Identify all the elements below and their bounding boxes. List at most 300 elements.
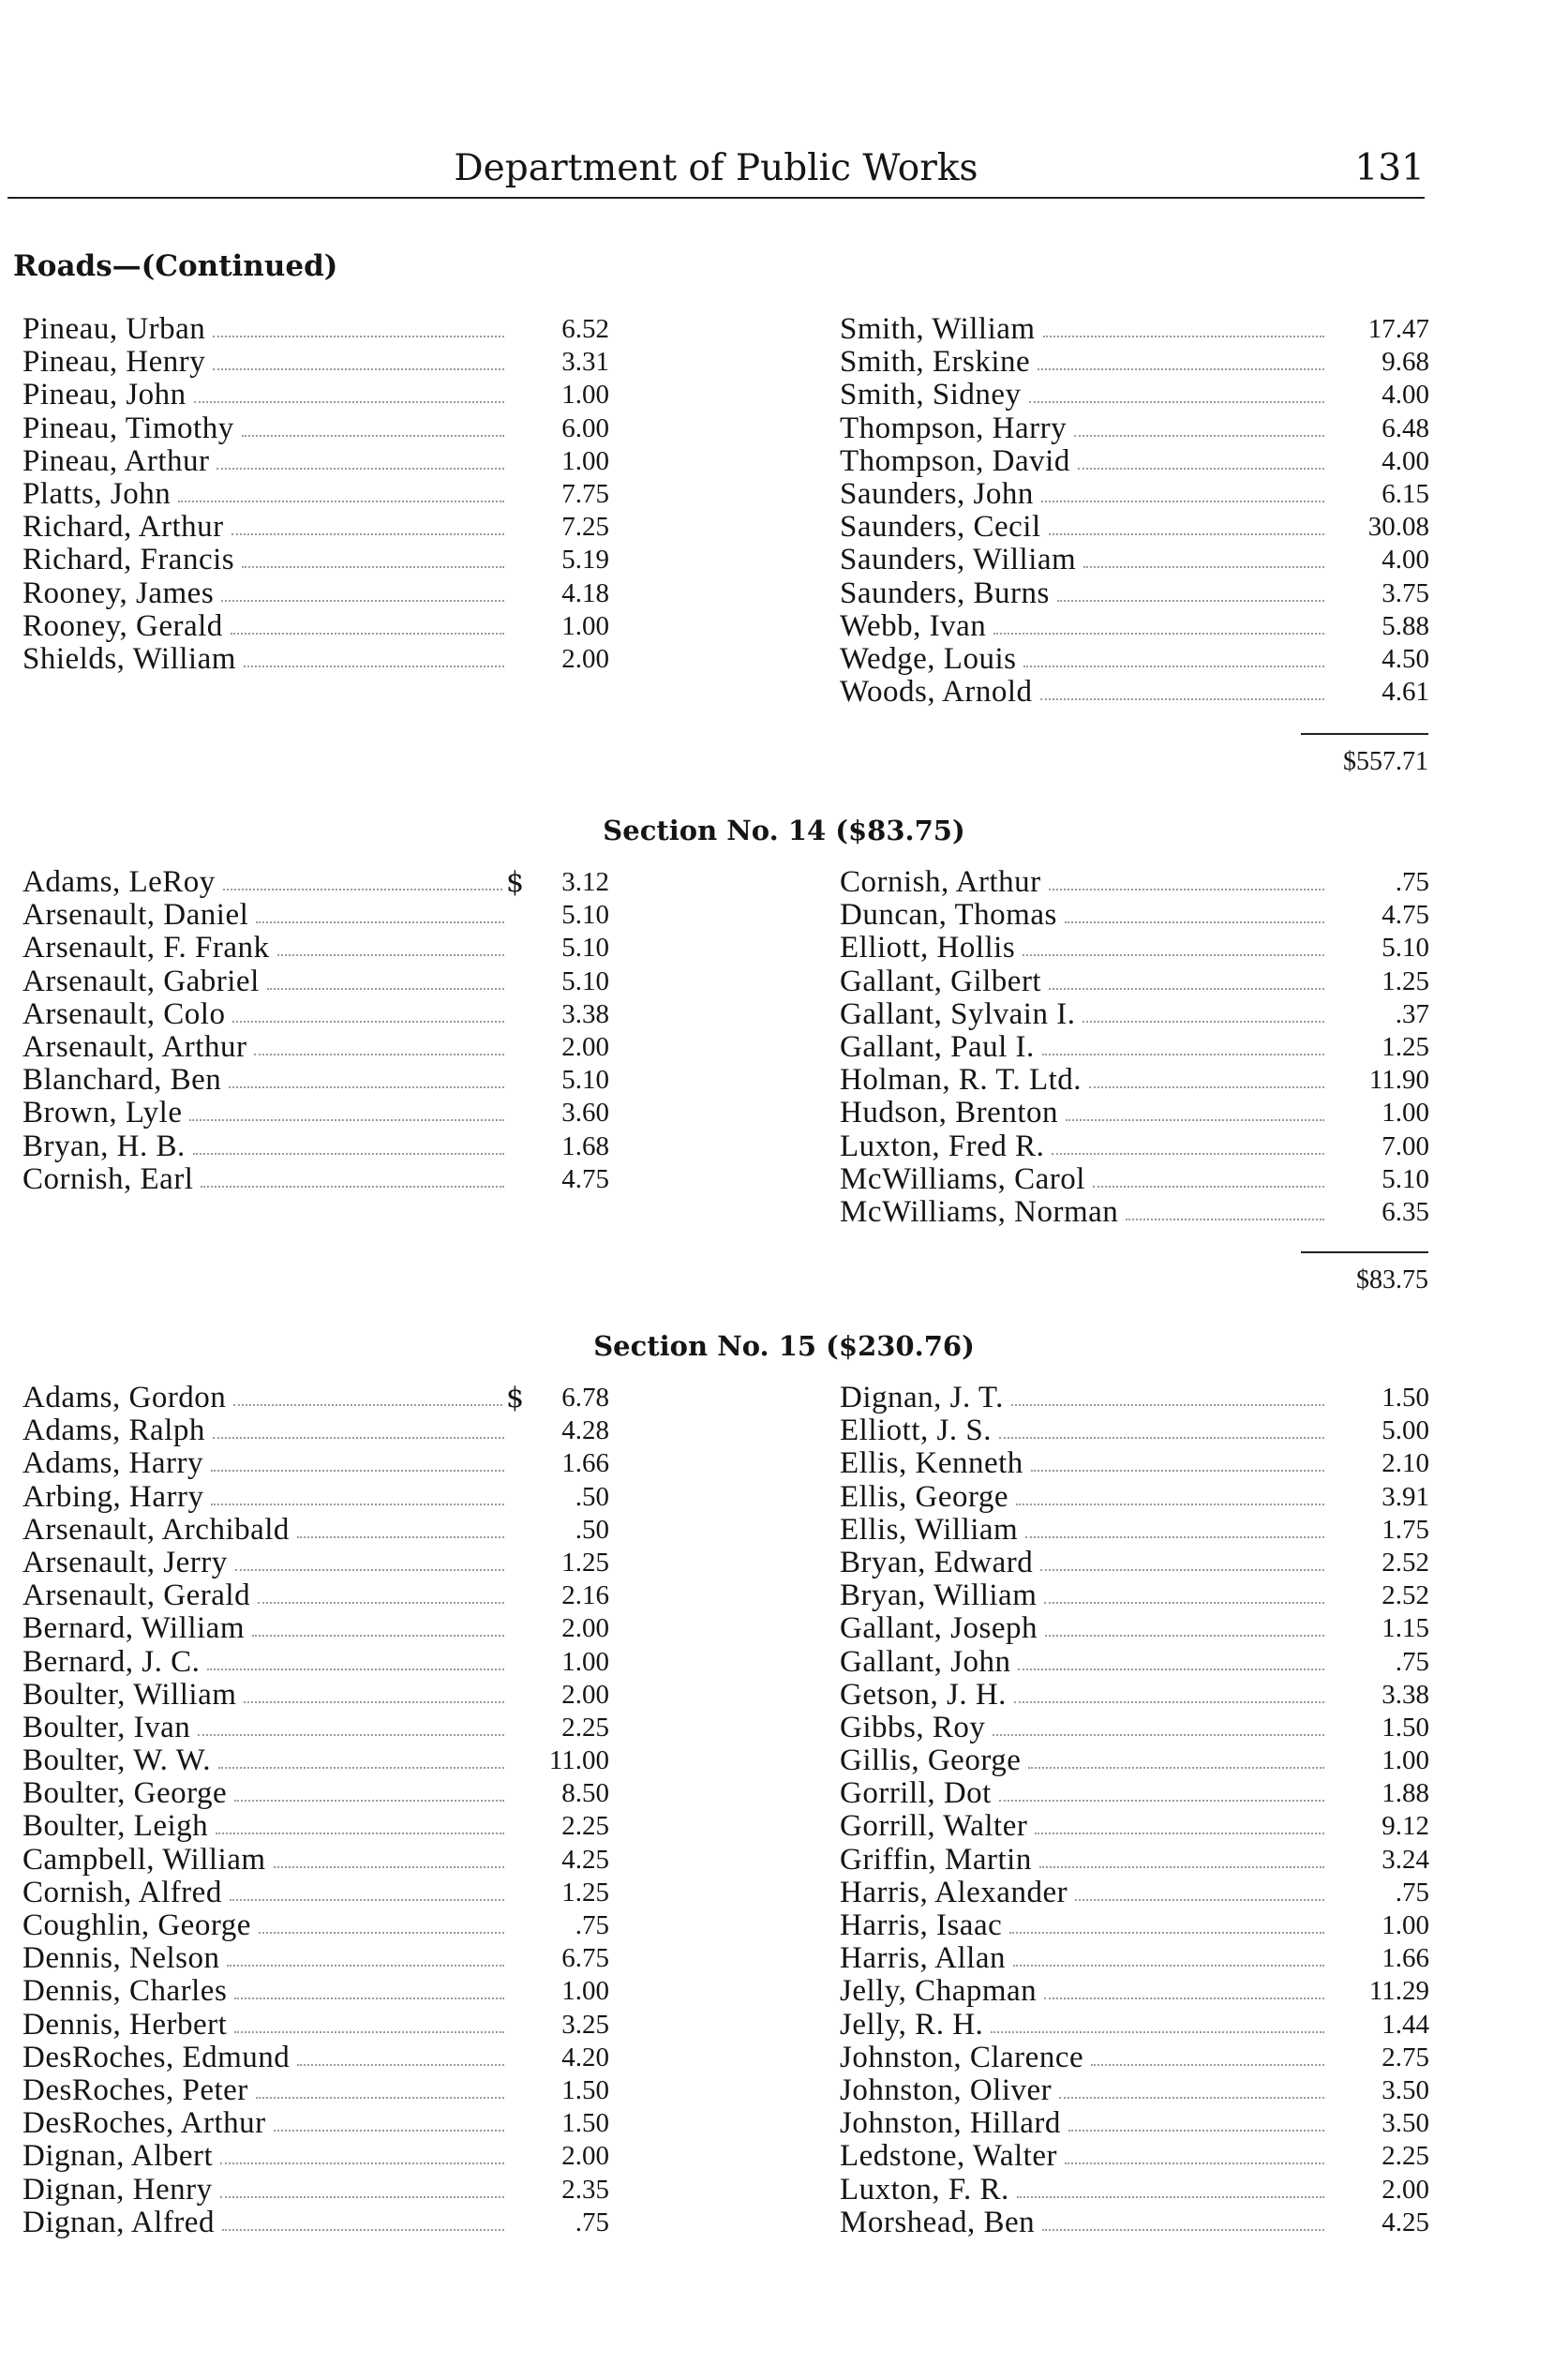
dot-leader xyxy=(201,1186,504,1188)
amount: 4.28 xyxy=(561,1415,609,1446)
payee-name: DesRoches, Peter xyxy=(22,2072,248,2107)
dot-leader xyxy=(1044,1602,1324,1604)
ledger-row xyxy=(840,1877,1429,1909)
amount: 4.25 xyxy=(1381,2207,1429,2237)
dot-leader xyxy=(1018,1668,1324,1670)
amount: 1.00 xyxy=(561,1646,609,1677)
ledger-row xyxy=(22,2207,609,2239)
dot-leader xyxy=(1049,533,1324,535)
payee-name: Jelly, R. H. xyxy=(840,2007,984,2042)
amount: 6.00 xyxy=(561,412,609,443)
dollar-sign: $ xyxy=(506,1382,525,1414)
ledger-row xyxy=(22,965,609,998)
payee-name: Adams, Ralph xyxy=(22,1414,205,1448)
ledger-row xyxy=(840,1097,1429,1130)
payee-name: Boulter, William xyxy=(22,1677,237,1712)
amount: 1.25 xyxy=(1381,965,1429,996)
amount: 1.25 xyxy=(561,1877,609,1908)
total-rule xyxy=(1301,733,1428,735)
dot-leader xyxy=(234,2031,504,2033)
ledger-row xyxy=(22,2174,609,2207)
amount: 1.00 xyxy=(1381,1910,1429,1940)
page-header xyxy=(7,141,1425,199)
payee-name: Smith, Erskine xyxy=(840,345,1031,380)
amount: 2.25 xyxy=(561,1712,609,1743)
payee-name: Woods, Arnold xyxy=(840,675,1033,710)
dot-leader xyxy=(178,501,504,502)
ledger-row xyxy=(22,1514,609,1547)
payee-name: Rooney, Gerald xyxy=(22,608,223,643)
ledger-row xyxy=(22,1646,609,1679)
amount: 11.00 xyxy=(548,1745,609,1776)
ledger-row xyxy=(840,1942,1429,1975)
section-title: Section No. 14 ($83.75) xyxy=(603,815,965,846)
amount: 11.29 xyxy=(1368,1976,1429,2007)
ledger-row xyxy=(840,1612,1429,1645)
amount: 1.00 xyxy=(561,1976,609,2007)
ledger-row xyxy=(840,965,1429,998)
payee-name: Duncan, Thomas xyxy=(840,898,1057,933)
ledger-row xyxy=(22,1877,609,1909)
dot-leader xyxy=(218,1767,504,1769)
ledger-row xyxy=(22,1942,609,1975)
ledger-row xyxy=(22,1712,609,1744)
ledger-row xyxy=(840,998,1429,1031)
payee-name: Gallant, Paul I. xyxy=(840,1029,1035,1064)
dot-leader xyxy=(274,2130,504,2132)
dot-leader xyxy=(274,1866,504,1868)
dot-leader xyxy=(1091,2064,1324,2066)
dot-leader xyxy=(1065,2162,1324,2164)
dot-leader xyxy=(213,368,504,370)
dot-leader xyxy=(220,2196,504,2198)
ledger-row xyxy=(840,2042,1429,2074)
amount: .50 xyxy=(575,1514,609,1545)
payee-name: Arsenault, F. Frank xyxy=(22,931,270,965)
amount: 4.50 xyxy=(1381,643,1429,674)
payee-name: Arsenault, Colo xyxy=(22,996,226,1031)
dot-leader xyxy=(1052,1153,1324,1155)
payee-name: Harris, Allan xyxy=(840,1941,1006,1976)
amount: 3.60 xyxy=(561,1098,609,1129)
amount: 6.52 xyxy=(561,314,609,344)
dot-leader xyxy=(211,1470,504,1472)
payee-name: Ledstone, Walter xyxy=(840,2139,1057,2174)
payee-name: Adams, LeRoy xyxy=(22,865,216,899)
payee-name: Bryan, H. B. xyxy=(22,1129,186,1163)
page-number: 131 xyxy=(1354,147,1425,189)
ledger-row xyxy=(22,478,609,511)
dot-leader xyxy=(1083,566,1324,568)
dot-leader xyxy=(1078,468,1324,470)
ledger-row xyxy=(22,1130,609,1163)
ledger-row xyxy=(840,1031,1429,1064)
amount: 9.68 xyxy=(1381,347,1429,378)
payee-name: Ellis, Kenneth xyxy=(840,1446,1023,1481)
amount: 3.12 xyxy=(561,867,609,897)
payee-name: Richard, Francis xyxy=(22,543,235,577)
amount: 1.66 xyxy=(1381,1943,1429,1974)
payee-name: Arsenault, Daniel xyxy=(22,898,249,933)
ledger-row xyxy=(840,1712,1429,1744)
dot-leader xyxy=(1066,1119,1324,1121)
ledger-row xyxy=(22,544,609,576)
payee-name: Saunders, John xyxy=(840,476,1034,511)
amount: 3.50 xyxy=(1381,2108,1429,2139)
dot-leader xyxy=(232,1021,504,1023)
ledger-row xyxy=(840,1744,1429,1777)
payee-name: Elliott, Hollis xyxy=(840,931,1016,965)
ledger-row xyxy=(840,1447,1429,1480)
amount: 3.38 xyxy=(561,998,609,1029)
amount: 4.20 xyxy=(561,2042,609,2072)
payee-name: Platts, John xyxy=(22,476,172,511)
ledger-row xyxy=(22,2074,609,2107)
payee-name: Cornish, Arthur xyxy=(840,865,1041,899)
payee-name: Cornish, Earl xyxy=(22,1161,194,1196)
dot-leader xyxy=(993,1734,1324,1736)
payee-name: Brown, Lyle xyxy=(22,1096,183,1130)
amount: 2.00 xyxy=(561,1613,609,1644)
amount: 5.00 xyxy=(1381,1415,1429,1446)
amount: 6.75 xyxy=(561,1943,609,1974)
ledger-row xyxy=(22,313,609,346)
payee-name: Smith, William xyxy=(840,312,1036,346)
payee-name: DesRoches, Edmund xyxy=(22,2040,291,2074)
amount: 1.50 xyxy=(1381,1383,1429,1413)
total-rule xyxy=(1301,1251,1428,1253)
ledger-row xyxy=(840,1130,1429,1163)
payee-name: Elliott, J. S. xyxy=(840,1414,992,1448)
payee-name: Hudson, Brenton xyxy=(840,1096,1058,1130)
amount: 1.50 xyxy=(1381,1712,1429,1743)
dot-leader xyxy=(1038,368,1324,370)
amount: 2.52 xyxy=(1381,1547,1429,1578)
payee-name: Gorrill, Dot xyxy=(840,1776,992,1811)
ledger-row xyxy=(840,2140,1429,2173)
ledger-row xyxy=(22,998,609,1031)
ledger-row xyxy=(22,1031,609,1064)
payee-name: Gibbs, Roy xyxy=(840,1710,986,1744)
payee-name: Johnston, Clarence xyxy=(840,2040,1084,2074)
amount: .75 xyxy=(575,2207,609,2237)
amount: 3.38 xyxy=(1381,1679,1429,1710)
amount: 1.15 xyxy=(1381,1613,1429,1644)
ledger-row xyxy=(840,676,1429,709)
amount: 5.10 xyxy=(561,1065,609,1096)
payee-name: Thompson, David xyxy=(840,443,1070,478)
dot-leader xyxy=(1057,600,1324,602)
ledger-row xyxy=(840,511,1429,544)
ledger-row xyxy=(840,412,1429,445)
ledger-row xyxy=(22,1547,609,1579)
payee-name: Arsenault, Archibald xyxy=(22,1512,290,1547)
ledger-row xyxy=(840,2107,1429,2140)
payee-name: Webb, Ivan xyxy=(840,608,987,643)
payee-name: Arsenault, Gerald xyxy=(22,1579,251,1613)
amount: 2.25 xyxy=(1381,2141,1429,2172)
payee-name: Boulter, George xyxy=(22,1776,228,1811)
ledger-row xyxy=(840,2174,1429,2207)
ledger-row xyxy=(840,478,1429,511)
amount: 2.52 xyxy=(1381,1580,1429,1611)
amount: 2.00 xyxy=(561,1031,609,1062)
ledger-row xyxy=(22,1844,609,1877)
amount: 8.50 xyxy=(561,1778,609,1809)
ledger-row xyxy=(22,379,609,411)
payee-name: Dignan, Henry xyxy=(22,2172,213,2207)
amount: 5.10 xyxy=(1381,1163,1429,1194)
amount: .75 xyxy=(575,1910,609,1940)
dot-leader xyxy=(1025,1536,1324,1538)
payee-name: Gorrill, Walter xyxy=(840,1809,1028,1844)
payee-name: Arsenault, Jerry xyxy=(22,1545,228,1579)
payee-name: Saunders, Cecil xyxy=(840,510,1041,545)
payee-name: Morshead, Ben xyxy=(840,2205,1036,2239)
payee-name: Harris, Isaac xyxy=(840,1908,1003,1942)
dot-leader xyxy=(1016,1504,1324,1505)
amount: 6.35 xyxy=(1381,1196,1429,1227)
ledger-row xyxy=(840,313,1429,346)
payee-name: Dignan, Albert xyxy=(22,2139,214,2174)
payee-name: Griffin, Martin xyxy=(840,1842,1032,1877)
amount: 4.61 xyxy=(1381,677,1429,708)
ledger-row xyxy=(22,1163,609,1196)
ledger-row xyxy=(22,643,609,676)
dot-leader xyxy=(223,889,502,890)
dot-leader xyxy=(220,2162,504,2164)
amount: 6.48 xyxy=(1381,412,1429,443)
amount: 5.19 xyxy=(561,545,609,576)
dot-leader xyxy=(1013,1965,1324,1967)
dot-leader xyxy=(194,401,504,403)
ledger-row xyxy=(22,610,609,643)
payee-name: Dignan, Alfred xyxy=(22,2205,215,2239)
dot-leader xyxy=(1011,1404,1324,1406)
dot-leader xyxy=(1039,1866,1324,1868)
page-title: Department of Public Works xyxy=(454,147,978,189)
section-title: Section No. 15 ($230.76) xyxy=(593,1330,975,1362)
dot-leader xyxy=(1029,401,1324,403)
payee-name: Gillis, George xyxy=(840,1743,1022,1778)
ledger-row xyxy=(22,2042,609,2074)
amount: 2.10 xyxy=(1381,1448,1429,1479)
ledger-row xyxy=(840,1196,1429,1229)
dot-leader xyxy=(1042,1054,1324,1055)
dot-leader xyxy=(297,1536,504,1538)
dot-leader xyxy=(1017,2196,1324,2198)
ledger-row xyxy=(22,1679,609,1712)
amount: 2.35 xyxy=(561,2174,609,2205)
amount: 7.00 xyxy=(1381,1130,1429,1161)
dot-leader xyxy=(1041,501,1324,502)
payee-name: Gallant, Gilbert xyxy=(840,964,1042,998)
ledger-row xyxy=(840,2074,1429,2107)
dot-leader xyxy=(999,1800,1324,1802)
amount: 4.00 xyxy=(1381,545,1429,576)
dot-leader xyxy=(221,600,504,602)
ledger-row xyxy=(22,1975,609,2008)
dot-leader xyxy=(213,336,504,337)
ledger-row xyxy=(22,1447,609,1480)
ledger-row xyxy=(840,1777,1429,1810)
dot-leader xyxy=(1035,1833,1324,1834)
dot-leader xyxy=(1083,1021,1324,1023)
amount: 1.66 xyxy=(561,1448,609,1479)
ledger-column-left xyxy=(22,313,609,676)
ledger-row xyxy=(22,412,609,445)
ledger-row xyxy=(22,866,609,899)
payee-name: Saunders, William xyxy=(840,543,1077,577)
amount: 4.00 xyxy=(1381,380,1429,411)
payee-name: Saunders, Burns xyxy=(840,576,1050,610)
amount: 3.24 xyxy=(1381,1844,1429,1875)
dot-leader xyxy=(267,988,504,990)
amount: 1.00 xyxy=(561,445,609,476)
payee-name: Pineau, Urban xyxy=(22,312,206,346)
ledger-row xyxy=(22,1481,609,1514)
dot-leader xyxy=(234,1997,504,1999)
dot-leader xyxy=(1049,988,1324,990)
dot-leader xyxy=(252,1635,504,1637)
ledger-row xyxy=(840,1646,1429,1679)
dot-leader xyxy=(244,666,504,667)
ledger-row xyxy=(22,346,609,379)
ledger-row xyxy=(840,1514,1429,1547)
amount: .37 xyxy=(1395,998,1429,1029)
dot-leader xyxy=(211,1504,504,1505)
amount: 4.25 xyxy=(561,1844,609,1875)
payee-name: Adams, Harry xyxy=(22,1446,203,1481)
amount: 7.25 xyxy=(561,512,609,543)
payee-name: Getson, J. H. xyxy=(840,1677,1007,1712)
ledger-row xyxy=(22,932,609,965)
dot-leader xyxy=(189,1119,504,1121)
ledger-row xyxy=(22,1909,609,1942)
ledger-row xyxy=(22,1777,609,1810)
dot-leader xyxy=(244,1701,504,1703)
dot-leader xyxy=(1126,1219,1324,1220)
dot-leader xyxy=(1023,954,1324,956)
dollar-sign: $ xyxy=(506,866,525,899)
amount: 5.10 xyxy=(561,933,609,964)
ledger-row xyxy=(22,1744,609,1777)
amount: 2.75 xyxy=(1381,2042,1429,2072)
amount: 17.47 xyxy=(1367,314,1429,344)
payee-name: Bryan, Edward xyxy=(840,1545,1034,1579)
payee-name: Adams, Gordon xyxy=(22,1381,227,1414)
payee-name: Dennis, Charles xyxy=(22,1974,228,2009)
dot-leader xyxy=(1068,2130,1324,2132)
ledger-row xyxy=(840,1547,1429,1579)
ledger-row xyxy=(840,1909,1429,1942)
payee-name: Dignan, J. T. xyxy=(840,1381,1004,1414)
ledger-row xyxy=(22,1414,609,1447)
payee-name: Wedge, Louis xyxy=(840,641,1017,676)
section-total: $83.75 xyxy=(1356,1265,1428,1294)
payee-name: Campbell, William xyxy=(22,1842,266,1877)
payee-name: Pineau, Timothy xyxy=(22,411,234,445)
dot-leader xyxy=(213,1437,504,1439)
amount: 2.00 xyxy=(1381,2174,1429,2205)
dot-leader xyxy=(993,633,1324,635)
ledger-row xyxy=(22,2009,609,2042)
ledger-row xyxy=(840,866,1429,899)
ledger-row xyxy=(840,544,1429,576)
payee-name: Bernard, J. C. xyxy=(22,1644,201,1679)
amount: 2.16 xyxy=(561,1580,609,1611)
ledger-row xyxy=(840,932,1429,965)
amount: 1.88 xyxy=(1381,1778,1429,1809)
dot-leader xyxy=(242,566,504,568)
amount: 6.78 xyxy=(561,1383,609,1413)
payee-name: Bryan, William xyxy=(840,1579,1038,1613)
payee-name: Luxton, F. R. xyxy=(840,2172,1009,2207)
ledger-row xyxy=(840,1064,1429,1097)
dot-leader xyxy=(242,435,504,437)
dot-leader xyxy=(1040,1569,1324,1571)
payee-name: Rooney, James xyxy=(22,576,215,610)
dot-leader xyxy=(1028,1767,1324,1769)
amount: 1.25 xyxy=(1381,1031,1429,1062)
ledger-row xyxy=(22,511,609,544)
ledger-column-right xyxy=(840,866,1429,1229)
dot-leader xyxy=(297,2064,504,2066)
payee-name: Boulter, W. W. xyxy=(22,1743,211,1778)
ledger-row xyxy=(22,1064,609,1097)
payee-name: Dennis, Herbert xyxy=(22,2007,228,2042)
dot-leader xyxy=(233,1404,502,1406)
ledger-column-left xyxy=(22,866,609,1196)
dot-leader xyxy=(231,533,504,535)
dot-leader xyxy=(254,1054,504,1055)
payee-name: Pineau, Arthur xyxy=(22,443,210,478)
ledger-row xyxy=(840,1844,1429,1877)
ledger-row xyxy=(840,1382,1429,1414)
ledger-row xyxy=(840,445,1429,478)
ledger-row xyxy=(840,1163,1429,1196)
dot-leader xyxy=(1043,336,1324,337)
ledger-row xyxy=(22,899,609,932)
amount: .75 xyxy=(1395,1646,1429,1677)
ledger-row xyxy=(840,2207,1429,2239)
dot-leader xyxy=(256,2097,504,2099)
amount: .50 xyxy=(575,1481,609,1512)
payee-name: Thompson, Harry xyxy=(840,411,1068,445)
ledger-column-right xyxy=(840,1382,1429,2239)
dot-leader xyxy=(999,1437,1324,1439)
payee-name: Coughlin, George xyxy=(22,1908,251,1942)
amount: 4.18 xyxy=(561,577,609,608)
amount: 5.10 xyxy=(561,965,609,996)
ledger-column-left xyxy=(22,1382,609,2239)
dot-leader xyxy=(256,921,504,923)
amount: 5.10 xyxy=(1381,933,1429,964)
ledger-row xyxy=(22,445,609,478)
amount: 11.90 xyxy=(1368,1065,1429,1096)
payee-name: Johnston, Oliver xyxy=(840,2072,1053,2107)
payee-name: Holman, R. T. Ltd. xyxy=(840,1063,1083,1098)
amount: 2.00 xyxy=(561,643,609,674)
dot-leader xyxy=(1044,1997,1324,1999)
ledger-row xyxy=(840,899,1429,932)
payee-name: McWilliams, Carol xyxy=(840,1161,1085,1196)
ledger-row xyxy=(22,1382,609,1414)
ledger-row xyxy=(22,1097,609,1130)
dot-leader xyxy=(198,1734,504,1736)
dot-leader xyxy=(230,1899,504,1901)
amount: 2.00 xyxy=(561,2141,609,2172)
